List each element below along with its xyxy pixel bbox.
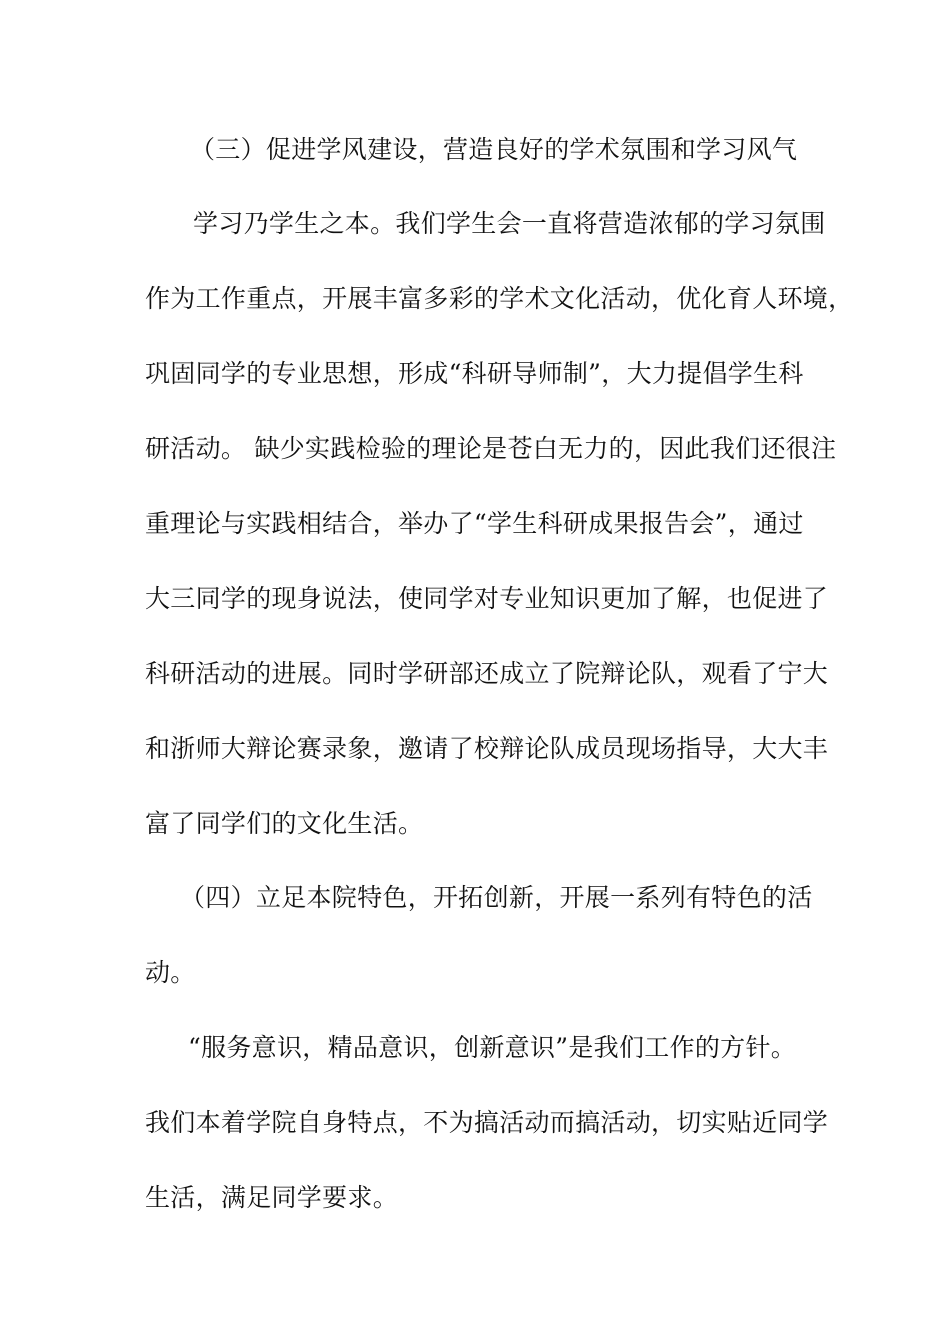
paragraph-line: 生活，满足同学要求。 — [145, 1183, 399, 1212]
section-heading-4-continued: 动。 — [145, 958, 196, 987]
paragraph-line: 富了同学们的文化生活。 — [145, 809, 424, 838]
paragraph-line: 学习乃学生之本。我们学生会一直将营造浓郁的学习氛围 — [193, 209, 826, 238]
paragraph-line: 研活动。 缺少实践检验的理论是苍白无力的，因此我们还很注 — [145, 434, 837, 463]
paragraph-line: 我们本着学院自身特点，不为搞活动而搞活动，切实贴近同学 — [145, 1108, 829, 1137]
paragraph-line: 和浙师大辩论赛录象，邀请了校辩论队成员现场指导，大大丰 — [145, 734, 829, 763]
paragraph-line: 巩固同学的专业思想，形成“科研导师制”，大力提倡学生科 — [145, 359, 804, 388]
paragraph-line: “服务意识，精品意识，创新意识”是我们工作的方针。 — [188, 1033, 797, 1062]
section-heading-3: （三）促进学风建设，营造良好的学术氛围和学习风气 — [190, 135, 798, 164]
paragraph-line: 科研活动的进展。同时学研部还成立了院辩论队，观看了宁大 — [145, 659, 829, 688]
paragraph-line: 大三同学的现身说法，使同学对专业知识更加了解，也促进了 — [145, 584, 829, 613]
section-heading-4: （四）立足本院特色，开拓创新，开展一系列有特色的活 — [180, 883, 813, 912]
paragraph-line: 作为工作重点，开展丰富多彩的学术文化活动，优化育人环境， — [145, 284, 854, 313]
paragraph-line: 重理论与实践相结合，举办了“学生科研成果报告会”，通过 — [145, 509, 804, 538]
